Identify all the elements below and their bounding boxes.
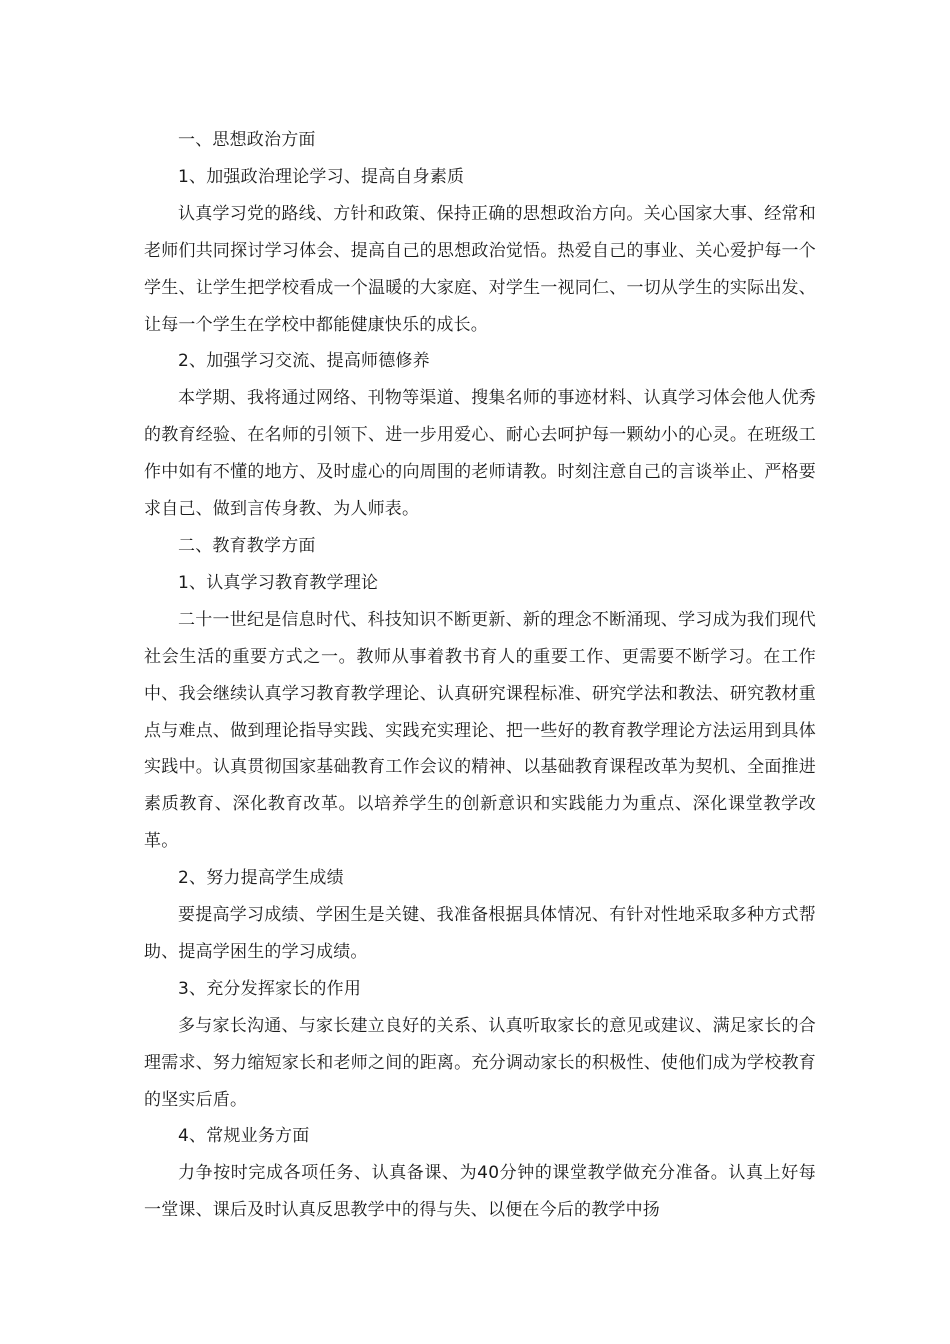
subsection-heading-2-3: 3、充分发挥家长的作用 (178, 978, 362, 999)
paragraph-2-3: 多与家长沟通、与家长建立良好的关系、认真听取家长的意见或建议、满足家长的合理需求、努力缩短家长和老师之间的距离。充分调动家长的积极性、使他们成为学校教育的坚实后盾。 (144, 1015, 816, 1110)
subsection-heading-1-2: 2、加强学习交流、提高师德修养 (178, 351, 430, 372)
section-heading-1: 一、思想政治方面 (178, 130, 316, 150)
paragraph-2-2: 要提高学习成绩、学困生是关键、我准备根据具体情况、有针对性地采取多种方式帮助、提高学困生的学习成绩。 (144, 905, 816, 962)
subsection-heading-2-1: 1、认真学习教育教学理论 (178, 572, 379, 593)
subsection-heading-2-2: 2、努力提高学生成绩 (178, 868, 344, 889)
document-body (144, 122, 816, 1229)
subsection-heading-2-4: 4、常规业务方面 (178, 1126, 310, 1147)
paragraph-2-4: 力争按时完成各项任务、认真备课、为40分钟的课堂教学做充分准备。认真上好每一堂课、课后及时认真反思教学中的得与失、以便在今后的教学中扬 (144, 1163, 816, 1221)
paragraph-1-1: 认真学习党的路线、方针和政策、保持正确的思想政治方向。关心国家大事、经常和老师们共同探讨学习体会、提高自己的思想政治觉悟。热爱自己的事业、关心爱护每一个学生、让学生把学校看成一个温暖的大家庭、对学生一视同仁、一切从学生的实际出发、让每一个学生在学校中都能健康快乐的成长。 (144, 203, 816, 335)
subsection-heading-1-1: 1、加强政治理论学习、提高自身素质 (178, 166, 465, 187)
paragraph-1-2: 本学期、我将通过网络、刊物等渠道、搜集名师的事迹材料、认真学习体会他人优秀的教育经验、在名师的引领下、进一步用爱心、耐心去呵护每一颗幼小的心灵。在班级工作中如有不懂的地方、及时虚心的向周围的老师请教。时刻注意自己的言谈举止、严格要求自己、做到言传身教、为人师表。 (144, 388, 816, 520)
section-heading-2: 二、教育教学方面 (178, 535, 316, 556)
paragraph-2-1: 二十一世纪是信息时代、科技知识不断更新、新的理念不断涌现、学习成为我们现代社会生活的重要方式之一。教师从事着教书育人的重要工作、更需要不断学习。在工作中、我会继续认真学习教育教学理论、认真研究课程标准、研究学法和教法、研究教材重点与难点、做到理论指导实践、实践充实理论、把一些好的教育教学理论方法运用到具体实践中。认真贯彻国家基础教育工作会议的精神、以基础教育课程改革为契机、全面推进素质教育、深化教育改革。以培养学生的创新意识和实践能力为重点、深化课堂教学改革。 (144, 609, 816, 852)
